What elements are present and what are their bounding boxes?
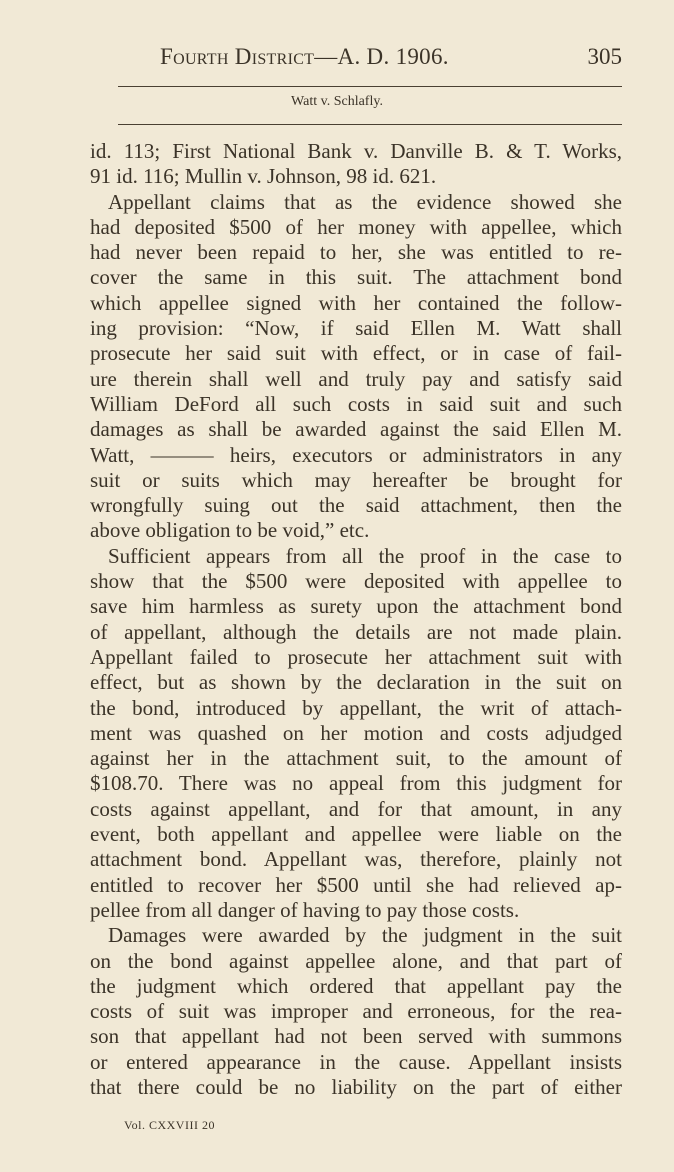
text-line: cover the same in this suit. The attachment bond	[90, 265, 622, 290]
text-line: the bond, introduced by appellant, the writ of attach-	[90, 695, 622, 720]
text-line: entitled to recover her $500 until she had relieved ap-	[90, 872, 622, 897]
text-line: Damages were awarded by the judgment in the suit	[108, 923, 622, 948]
text-line: that there could be no liability on the part of either	[90, 1074, 622, 1099]
text-line: suit or suits which may hereafter be brought for	[90, 467, 622, 492]
signature-mark: Vol. CXXVIII 20	[124, 1118, 215, 1132]
case-title: Watt v. Schlafly.	[291, 94, 383, 109]
text-line: William DeFord all such costs in said suit and such	[90, 391, 622, 416]
header-rule-bottom	[118, 124, 622, 125]
text-line: costs of suit was improper and erroneous, for the rea-	[90, 999, 622, 1024]
text-line: event, both appellant and appellee were liable on the	[90, 822, 622, 847]
text-line: Appellant claims that as the evidence showed she	[108, 189, 622, 214]
text-line: show that the $500 were deposited with appellee to	[90, 569, 622, 594]
text-line: on the bond against appellee alone, and that part of	[90, 948, 622, 973]
text-line: ure therein shall well and truly pay and satisfy said	[90, 366, 622, 391]
text-line: which appellee signed with her contained the follow-	[90, 290, 622, 315]
text-line: 91 id. 116; Mullin v. Johnson, 98 id. 621.	[90, 164, 437, 189]
text-line: attachment bond. Appellant was, therefore, plainly not	[90, 847, 622, 872]
text-line: ing provision: “Now, if said Ellen M. Watt shall	[90, 316, 622, 341]
text-line: son that appellant had not been served with summons	[90, 1024, 622, 1049]
text-line: pellee from all danger of having to pay those costs.	[90, 897, 520, 922]
text-line: damages as shall be awarded against the said Ellen M.	[90, 417, 622, 442]
running-title: Fourth District—A. D. 1906.	[160, 44, 449, 69]
text-line: Appellant failed to prosecute her attachment suit with	[90, 644, 622, 669]
text-line: or entered appearance in the cause. Appellant insists	[90, 1049, 622, 1074]
text-line: Sufficient appears from all the proof in the case to	[108, 543, 622, 568]
text-line: the judgment which ordered that appellant pay the	[90, 973, 622, 998]
text-line: prosecute her said suit with effect, or in case of fail-	[90, 341, 622, 366]
text-line: had never been repaid to her, she was entitled to re-	[90, 240, 622, 265]
text-line: $108.70. There was no appeal from this judgment for	[90, 771, 622, 796]
text-line: above obligation to be void,” etc.	[90, 518, 370, 543]
text-line: of appellant, although the details are not made plain.	[90, 619, 622, 644]
body-text	[90, 139, 622, 1100]
text-line: against her in the attachment suit, to the amount of	[90, 746, 622, 771]
text-line: save him harmless as surety upon the attachment bond	[90, 594, 622, 619]
header-rule-top	[118, 86, 622, 87]
running-head	[160, 44, 622, 74]
text-line: Watt, ——— heirs, executors or administrators in any	[90, 442, 622, 467]
text-line: id. 113; First National Bank v. Danville B. & T. Works,	[90, 139, 622, 163]
text-line: wrongfully suing out the said attachment, then the	[90, 493, 622, 518]
page-number: 305	[587, 44, 622, 69]
text-line: had deposited $500 of her money with appellee, which	[90, 214, 622, 239]
text-line: effect, but as shown by the declaration in the suit on	[90, 670, 622, 695]
text-line: costs against appellant, and for that amount, in any	[90, 796, 622, 821]
text-line: ment was quashed on her motion and costs adjudged	[90, 720, 622, 745]
